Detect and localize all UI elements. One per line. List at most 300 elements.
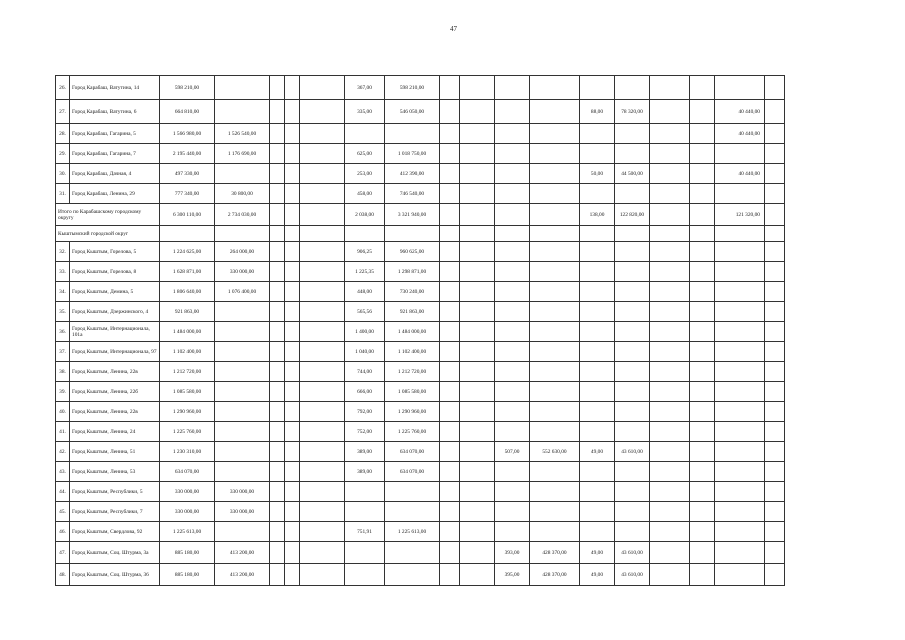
row-number: 43. <box>56 462 70 482</box>
address-cell: Город Кыштым, Ленина, 24 <box>70 422 160 442</box>
value-cell <box>285 184 300 204</box>
value-cell: 546 050,00 <box>385 100 440 124</box>
value-cell: 1 085 580,00 <box>385 382 440 402</box>
value-cell <box>460 564 495 586</box>
page-number: 47 <box>450 25 457 33</box>
value-cell <box>715 76 765 100</box>
row-number: 45. <box>56 502 70 522</box>
value-cell: 921 863,00 <box>385 302 440 322</box>
value-cell <box>300 184 345 204</box>
value-cell <box>690 242 715 262</box>
value-cell <box>715 564 765 586</box>
value-cell: 1 102 400,00 <box>160 342 215 362</box>
empty-cell <box>690 226 715 242</box>
value-cell <box>300 144 345 164</box>
value-cell <box>345 124 385 144</box>
value-cell: 1 018 750,00 <box>385 144 440 164</box>
address-cell: Город Кыштым, Республики, 5 <box>70 482 160 502</box>
value-cell: 634 070,00 <box>385 462 440 482</box>
value-cell <box>765 564 785 586</box>
value-cell <box>650 502 690 522</box>
value-cell <box>285 76 300 100</box>
value-cell <box>650 442 690 462</box>
empty-cell <box>285 226 300 242</box>
value-cell <box>530 462 580 482</box>
value-cell <box>460 342 495 362</box>
value-cell <box>765 522 785 542</box>
value-cell: 40 440,00 <box>715 124 765 144</box>
value-cell: 1 806 640,00 <box>160 282 215 302</box>
value-cell <box>440 302 460 322</box>
value-cell: 2 195 440,00 <box>160 144 215 164</box>
value-cell <box>385 482 440 502</box>
value-cell <box>300 164 345 184</box>
value-cell <box>765 144 785 164</box>
value-cell <box>270 382 285 402</box>
table-row <box>56 100 785 124</box>
value-cell <box>285 302 300 322</box>
value-cell <box>650 242 690 262</box>
value-cell <box>215 422 270 442</box>
value-cell <box>690 322 715 342</box>
value-cell <box>530 502 580 522</box>
value-cell: 2 734 030,00 <box>215 204 270 226</box>
value-cell <box>270 362 285 382</box>
address-cell: Город Карабаш, Ватутина, 14 <box>70 76 160 100</box>
value-cell <box>270 204 285 226</box>
value-cell: 264 000,00 <box>215 242 270 262</box>
value-cell <box>300 382 345 402</box>
value-cell <box>270 282 285 302</box>
value-cell: 885 180,00 <box>160 564 215 586</box>
table-row <box>56 542 785 564</box>
value-cell: 40 440,00 <box>715 164 765 184</box>
value-cell <box>650 402 690 422</box>
value-cell: 1 484 000,00 <box>385 322 440 342</box>
address-cell: Город Кыштым, Ленина, 22в <box>70 402 160 422</box>
value-cell <box>300 302 345 322</box>
value-cell <box>495 382 530 402</box>
value-cell <box>765 124 785 144</box>
empty-cell <box>460 226 495 242</box>
table-row <box>56 124 785 144</box>
row-number: 33. <box>56 262 70 282</box>
value-cell <box>460 362 495 382</box>
value-cell <box>530 100 580 124</box>
value-cell: 666,00 <box>345 382 385 402</box>
value-cell: 1 224 625,00 <box>160 242 215 262</box>
value-cell: 1 225 613,00 <box>385 522 440 542</box>
value-cell <box>215 362 270 382</box>
value-cell <box>385 502 440 522</box>
table-row <box>56 422 785 442</box>
value-cell <box>300 204 345 226</box>
value-cell <box>285 204 300 226</box>
row-number: 48. <box>56 564 70 586</box>
value-cell <box>440 564 460 586</box>
value-cell: 751,91 <box>345 522 385 542</box>
value-cell: 1 212 720,00 <box>385 362 440 382</box>
value-cell <box>530 144 580 164</box>
value-cell <box>615 184 650 204</box>
value-cell <box>690 76 715 100</box>
value-cell <box>530 402 580 422</box>
value-cell <box>215 302 270 322</box>
value-cell <box>460 302 495 322</box>
value-cell <box>690 382 715 402</box>
value-cell <box>440 184 460 204</box>
value-cell: 598 210,00 <box>385 76 440 100</box>
value-cell: 49,00 <box>580 564 615 586</box>
value-cell <box>300 76 345 100</box>
value-cell: 1 290 960,00 <box>385 402 440 422</box>
value-cell <box>300 564 345 586</box>
value-cell <box>495 100 530 124</box>
value-cell <box>530 302 580 322</box>
value-cell <box>690 502 715 522</box>
value-cell: 330 000,00 <box>215 262 270 282</box>
value-cell <box>270 502 285 522</box>
value-cell <box>440 124 460 144</box>
value-cell: 44 500,00 <box>615 164 650 184</box>
value-cell <box>690 342 715 362</box>
table-row <box>56 242 785 262</box>
value-cell <box>285 462 300 482</box>
value-cell <box>690 144 715 164</box>
value-cell: 412 390,00 <box>385 164 440 184</box>
value-cell <box>765 502 785 522</box>
value-cell <box>440 144 460 164</box>
value-cell: 885 180,00 <box>160 542 215 564</box>
empty-cell <box>650 226 690 242</box>
value-cell <box>690 204 715 226</box>
value-cell <box>615 76 650 100</box>
value-cell: 2 038,00 <box>345 204 385 226</box>
value-cell <box>300 262 345 282</box>
address-cell: Город Карабаш, Гагарина, 5 <box>70 124 160 144</box>
value-cell <box>460 502 495 522</box>
value-cell <box>440 282 460 302</box>
value-cell <box>270 442 285 462</box>
value-cell <box>300 522 345 542</box>
row-number: 27. <box>56 100 70 124</box>
value-cell <box>530 522 580 542</box>
value-cell: 330 000,00 <box>160 482 215 502</box>
value-cell <box>690 184 715 204</box>
value-cell <box>615 322 650 342</box>
value-cell <box>285 100 300 124</box>
value-cell: 43 610,00 <box>615 442 650 462</box>
value-cell: 1 085 580,00 <box>160 382 215 402</box>
value-cell <box>270 462 285 482</box>
value-cell <box>215 402 270 422</box>
value-cell: 921 863,00 <box>160 302 215 322</box>
value-cell <box>530 342 580 362</box>
value-cell <box>690 164 715 184</box>
value-cell <box>580 242 615 262</box>
address-cell: Город Карабаш, Ленина, 29 <box>70 184 160 204</box>
address-cell: Город Кыштым, Ленина, 51 <box>70 442 160 462</box>
value-cell: 730 240,00 <box>385 282 440 302</box>
value-cell <box>300 242 345 262</box>
value-cell <box>615 522 650 542</box>
value-cell <box>215 462 270 482</box>
row-number: 34. <box>56 282 70 302</box>
empty-cell <box>385 226 440 242</box>
value-cell <box>765 462 785 482</box>
value-cell: 497 330,00 <box>160 164 215 184</box>
value-cell <box>715 302 765 322</box>
value-cell <box>270 564 285 586</box>
value-cell <box>715 184 765 204</box>
value-cell <box>270 482 285 502</box>
value-cell <box>440 402 460 422</box>
row-number: 47. <box>56 542 70 564</box>
value-cell <box>650 342 690 362</box>
table-row <box>56 164 785 184</box>
empty-cell <box>495 226 530 242</box>
section-row <box>56 226 785 242</box>
value-cell <box>495 502 530 522</box>
value-cell <box>530 164 580 184</box>
value-cell <box>615 302 650 322</box>
value-cell <box>715 322 765 342</box>
value-cell <box>715 242 765 262</box>
table-row <box>56 462 785 482</box>
value-cell <box>715 282 765 302</box>
value-cell: 1 298 871,00 <box>385 262 440 282</box>
value-cell <box>715 262 765 282</box>
value-cell <box>215 164 270 184</box>
value-cell <box>285 262 300 282</box>
value-cell <box>530 204 580 226</box>
value-cell <box>300 402 345 422</box>
value-cell <box>495 144 530 164</box>
value-cell <box>440 342 460 362</box>
value-cell <box>650 302 690 322</box>
value-cell <box>765 302 785 322</box>
value-cell <box>580 262 615 282</box>
value-cell <box>530 382 580 402</box>
value-cell <box>285 502 300 522</box>
row-number: 26. <box>56 76 70 100</box>
value-cell <box>285 164 300 184</box>
value-cell <box>270 322 285 342</box>
value-cell: 78 320,00 <box>615 100 650 124</box>
value-cell <box>460 422 495 442</box>
value-cell <box>285 564 300 586</box>
value-cell <box>300 124 345 144</box>
value-cell: 367,00 <box>345 76 385 100</box>
value-cell: 1 225 760,00 <box>385 422 440 442</box>
value-cell <box>270 522 285 542</box>
value-cell <box>580 144 615 164</box>
value-cell <box>650 204 690 226</box>
value-cell: 121 320,00 <box>715 204 765 226</box>
value-cell <box>460 382 495 402</box>
address-cell: Город Карабаш, Дачная, 4 <box>70 164 160 184</box>
address-cell: Город Кыштым, Горелова, 5 <box>70 242 160 262</box>
value-cell <box>580 402 615 422</box>
value-cell <box>495 522 530 542</box>
table-row <box>56 402 785 422</box>
value-cell <box>715 402 765 422</box>
value-cell <box>715 462 765 482</box>
value-cell <box>460 100 495 124</box>
value-cell: 458,00 <box>345 184 385 204</box>
row-number: 35. <box>56 302 70 322</box>
value-cell <box>615 482 650 502</box>
value-cell: 1 400,00 <box>345 322 385 342</box>
value-cell <box>460 262 495 282</box>
table-row <box>56 482 785 502</box>
value-cell: 393,00 <box>495 542 530 564</box>
value-cell <box>495 282 530 302</box>
value-cell <box>690 462 715 482</box>
value-cell <box>765 282 785 302</box>
row-number: 37. <box>56 342 70 362</box>
value-cell <box>615 242 650 262</box>
value-cell <box>615 362 650 382</box>
value-cell <box>715 362 765 382</box>
row-number: 36. <box>56 322 70 342</box>
value-cell: 413 200,00 <box>215 564 270 586</box>
table-row <box>56 184 785 204</box>
value-cell <box>765 100 785 124</box>
value-cell: 746 540,00 <box>385 184 440 204</box>
value-cell <box>460 482 495 502</box>
value-cell: 389,00 <box>345 442 385 462</box>
value-cell <box>270 302 285 322</box>
value-cell: 389,00 <box>345 462 385 482</box>
value-cell <box>460 204 495 226</box>
value-cell <box>690 100 715 124</box>
value-cell <box>615 422 650 442</box>
value-cell <box>615 462 650 482</box>
value-cell <box>300 542 345 564</box>
value-cell <box>530 322 580 342</box>
table-row <box>56 144 785 164</box>
value-cell <box>530 124 580 144</box>
row-number: 28. <box>56 124 70 144</box>
value-cell <box>650 362 690 382</box>
value-cell <box>765 322 785 342</box>
value-cell <box>690 124 715 144</box>
value-cell <box>270 542 285 564</box>
value-cell: 330 000,00 <box>215 482 270 502</box>
value-cell: 744,00 <box>345 362 385 382</box>
table-row <box>56 522 785 542</box>
value-cell <box>345 564 385 586</box>
value-cell: 30 800,00 <box>215 184 270 204</box>
value-cell <box>690 282 715 302</box>
value-cell <box>530 242 580 262</box>
value-cell <box>615 502 650 522</box>
value-cell: 40 440,00 <box>715 100 765 124</box>
value-cell <box>690 542 715 564</box>
value-cell: 1 076 400,00 <box>215 282 270 302</box>
value-cell <box>385 564 440 586</box>
address-cell: Город Кыштым, Дзержинского, 4 <box>70 302 160 322</box>
value-cell: 6 300 110,00 <box>160 204 215 226</box>
value-cell <box>440 522 460 542</box>
value-cell <box>440 100 460 124</box>
value-cell <box>270 100 285 124</box>
value-cell <box>270 76 285 100</box>
value-cell <box>460 184 495 204</box>
value-cell <box>495 422 530 442</box>
value-cell <box>440 542 460 564</box>
value-cell <box>765 76 785 100</box>
value-cell <box>440 164 460 184</box>
value-cell <box>715 502 765 522</box>
value-cell <box>300 282 345 302</box>
register-table <box>55 75 785 586</box>
value-cell <box>650 322 690 342</box>
address-cell: Город Кыштым, Интернационала, 97 <box>70 342 160 362</box>
value-cell <box>765 442 785 462</box>
value-cell <box>460 282 495 302</box>
value-cell: 1 212 720,00 <box>160 362 215 382</box>
value-cell: 507,00 <box>495 442 530 462</box>
value-cell <box>690 362 715 382</box>
value-cell <box>650 542 690 564</box>
value-cell <box>765 382 785 402</box>
value-cell <box>495 204 530 226</box>
value-cell <box>650 482 690 502</box>
value-cell <box>440 204 460 226</box>
total-row <box>56 204 785 226</box>
row-number: 41. <box>56 422 70 442</box>
value-cell <box>285 442 300 462</box>
value-cell <box>300 342 345 362</box>
row-number: 38. <box>56 362 70 382</box>
table-row <box>56 442 785 462</box>
value-cell <box>530 282 580 302</box>
value-cell <box>690 564 715 586</box>
value-cell <box>765 542 785 564</box>
value-cell <box>615 342 650 362</box>
value-cell <box>285 144 300 164</box>
value-cell <box>285 382 300 402</box>
value-cell <box>580 76 615 100</box>
empty-cell <box>615 226 650 242</box>
row-number: 39. <box>56 382 70 402</box>
value-cell <box>580 362 615 382</box>
value-cell: 634 070,00 <box>385 442 440 462</box>
value-cell <box>270 262 285 282</box>
table-row <box>56 502 785 522</box>
table-row <box>56 342 785 362</box>
value-cell <box>495 322 530 342</box>
value-cell <box>440 362 460 382</box>
value-cell <box>650 522 690 542</box>
total-label: Итого по Карабашскому городскому округу <box>56 204 160 226</box>
table-row <box>56 564 785 586</box>
value-cell: 335,00 <box>345 100 385 124</box>
value-cell <box>580 382 615 402</box>
value-cell: 1 225 760,00 <box>160 422 215 442</box>
value-cell <box>440 422 460 442</box>
empty-cell <box>715 226 765 242</box>
value-cell <box>650 76 690 100</box>
value-cell <box>460 522 495 542</box>
address-cell: Город Карабаш, Гагарина, 7 <box>70 144 160 164</box>
empty-cell <box>530 226 580 242</box>
value-cell <box>300 442 345 462</box>
address-cell: Город Кыштым, Соц. Штурма, 36 <box>70 564 160 586</box>
value-cell <box>460 76 495 100</box>
